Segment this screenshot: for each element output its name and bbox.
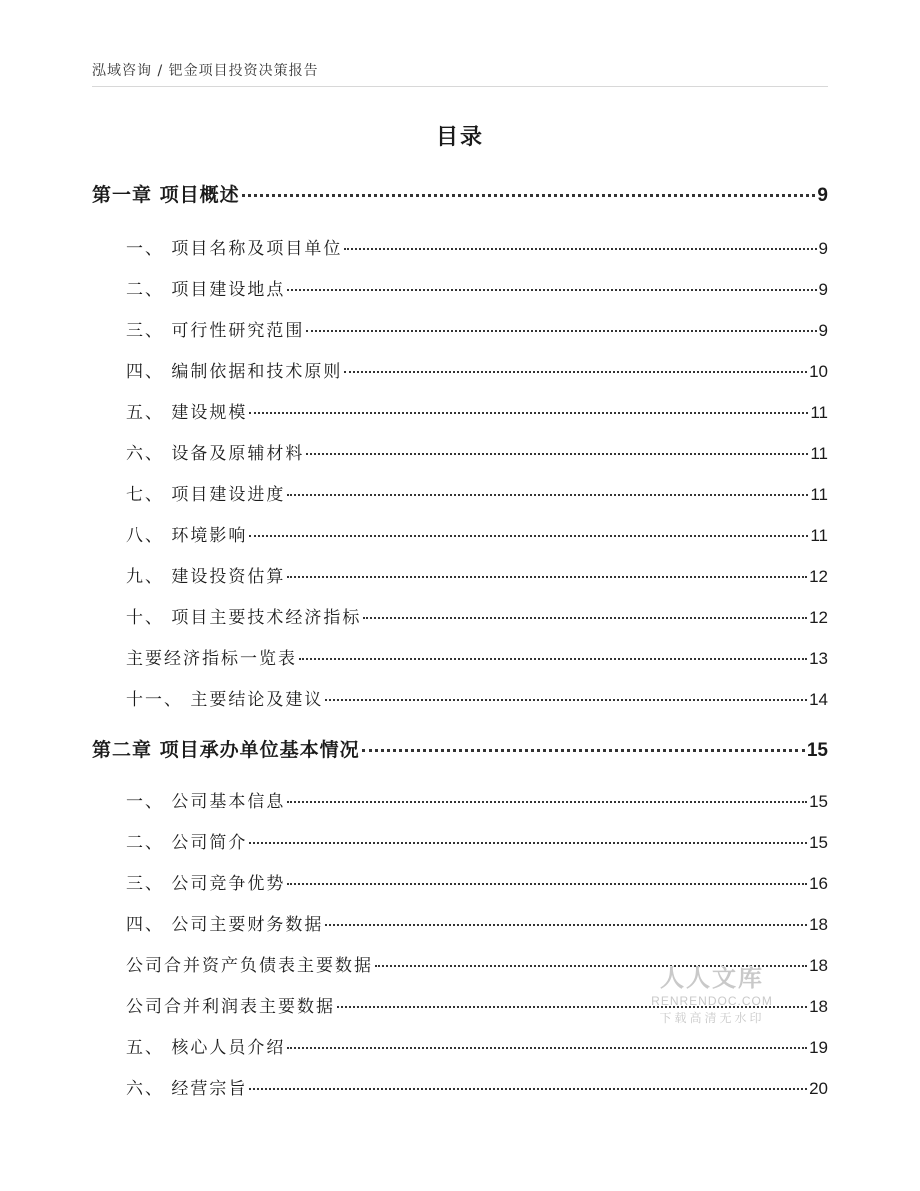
watermark-main-text: 人人文库 bbox=[660, 964, 764, 992]
toc-page-number: 9 bbox=[818, 280, 828, 299]
toc-entry-label: 九、 建设投资估算 bbox=[126, 567, 286, 587]
toc-page-number: 9 bbox=[817, 185, 828, 206]
toc-page-number: 12 bbox=[809, 567, 828, 586]
toc-page-number: 16 bbox=[809, 874, 828, 893]
toc-section-entry[interactable] bbox=[126, 787, 828, 813]
toc-dot-leader bbox=[325, 699, 807, 701]
toc-section-entry[interactable] bbox=[126, 1074, 828, 1100]
toc-entry-label: 五、 建设规模 bbox=[126, 403, 248, 423]
toc-dot-leader bbox=[287, 1047, 807, 1049]
watermark-tagline: 下载高清无水印 bbox=[659, 1011, 765, 1025]
toc-section-entry[interactable] bbox=[126, 439, 828, 465]
toc-dot-leader bbox=[242, 194, 816, 197]
toc-section-entry[interactable] bbox=[126, 828, 828, 854]
toc-entry-label: 十、 项目主要技术经济指标 bbox=[126, 608, 362, 628]
toc-dot-leader bbox=[249, 535, 808, 537]
toc-dot-leader bbox=[325, 924, 807, 926]
toc-section-entry[interactable] bbox=[126, 234, 828, 260]
toc-section-entry[interactable] bbox=[126, 398, 828, 424]
toc-dot-leader bbox=[287, 576, 807, 578]
toc-dot-leader bbox=[306, 330, 816, 332]
toc-dot-leader bbox=[299, 658, 807, 660]
page-title: 目录 bbox=[435, 125, 484, 150]
toc-entry-label: 一、 项目名称及项目单位 bbox=[126, 239, 343, 259]
toc-section-entry[interactable] bbox=[126, 644, 828, 670]
toc-page-number: 20 bbox=[809, 1079, 828, 1098]
toc-entry-label: 六、 经营宗旨 bbox=[126, 1079, 248, 1099]
toc-dot-leader bbox=[249, 412, 808, 414]
toc-dot-leader bbox=[363, 617, 807, 619]
toc-entry-label: 五、 核心人员介绍 bbox=[126, 1038, 286, 1058]
toc-dot-leader bbox=[287, 494, 808, 496]
toc-page-number: 11 bbox=[810, 526, 828, 545]
toc-dot-leader bbox=[287, 883, 807, 885]
toc-section-entry[interactable] bbox=[126, 685, 828, 711]
toc-entry-label: 第二章 项目承办单位基本情况 bbox=[92, 739, 360, 761]
toc-section-entry[interactable] bbox=[126, 480, 828, 506]
toc-entry-label: 八、 环境影响 bbox=[126, 526, 248, 546]
toc-page-number: 19 bbox=[809, 1038, 828, 1057]
toc-page-number: 18 bbox=[809, 915, 828, 934]
toc-page-number: 9 bbox=[818, 321, 828, 340]
toc-dot-leader bbox=[249, 1088, 807, 1090]
toc-page-number: 15 bbox=[806, 740, 828, 761]
toc-page-number: 9 bbox=[818, 239, 828, 258]
toc-dot-leader bbox=[306, 453, 808, 455]
toc-page-number: 15 bbox=[809, 833, 828, 852]
toc-section-entry[interactable] bbox=[126, 521, 828, 547]
toc-chapter-entry[interactable] bbox=[92, 735, 828, 763]
toc-section-entry[interactable] bbox=[126, 562, 828, 588]
toc-section-entry[interactable] bbox=[126, 357, 828, 383]
toc-section-entry[interactable] bbox=[126, 1033, 828, 1059]
toc-section-entry[interactable] bbox=[126, 316, 828, 342]
toc-entry-label: 十一、 主要结论及建议 bbox=[126, 690, 324, 710]
toc-entry-label: 四、 公司主要财务数据 bbox=[126, 915, 324, 935]
toc-page-number: 15 bbox=[809, 792, 828, 811]
toc-entry-label: 公司合并利润表主要数据 bbox=[126, 997, 335, 1017]
toc-dot-leader bbox=[362, 749, 805, 752]
toc-page-number: 14 bbox=[809, 690, 828, 709]
toc-section-entry[interactable] bbox=[126, 603, 828, 629]
toc-page-number: 13 bbox=[809, 649, 828, 668]
toc-dot-leader bbox=[344, 248, 816, 250]
toc-entry-label: 六、 设备及原辅材料 bbox=[126, 444, 305, 464]
toc-page-number: 18 bbox=[809, 997, 828, 1016]
toc-chapter-entry[interactable] bbox=[92, 180, 828, 208]
toc-page-number: 11 bbox=[810, 444, 828, 463]
toc-dot-leader bbox=[344, 371, 807, 373]
toc-entry-label: 三、 可行性研究范围 bbox=[126, 321, 305, 341]
toc-page-number: 11 bbox=[810, 485, 828, 504]
toc-page-number: 10 bbox=[809, 362, 828, 381]
toc-page-number: 18 bbox=[809, 956, 828, 975]
watermark-logo bbox=[648, 958, 776, 1026]
toc-page-number: 11 bbox=[810, 403, 828, 422]
toc-page-number: 12 bbox=[809, 608, 828, 627]
toc-entry-label: 二、 公司简介 bbox=[126, 833, 248, 853]
toc-entry-label: 一、 公司基本信息 bbox=[126, 792, 286, 812]
toc-section-entry[interactable] bbox=[126, 869, 828, 895]
toc-section-entry[interactable] bbox=[126, 275, 828, 301]
toc-entry-label: 主要经济指标一览表 bbox=[126, 649, 297, 669]
running-header: 泓域咨询 / 钯金项目投资决策报告 bbox=[92, 63, 319, 79]
toc-entry-label: 三、 公司竞争优势 bbox=[126, 874, 286, 894]
toc-section-entry[interactable] bbox=[126, 910, 828, 936]
toc-entry-label: 第一章 项目概述 bbox=[92, 184, 240, 206]
toc-dot-leader bbox=[287, 801, 807, 803]
toc-dot-leader bbox=[287, 289, 816, 291]
toc-entry-label: 四、 编制依据和技术原则 bbox=[126, 362, 343, 382]
toc-dot-leader bbox=[249, 842, 807, 844]
watermark-url: RENRENDOC.COM bbox=[651, 994, 773, 1008]
toc-entry-label: 公司合并资产负债表主要数据 bbox=[126, 956, 373, 976]
toc-entry-label: 二、 项目建设地点 bbox=[126, 280, 286, 300]
toc-entry-label: 七、 项目建设进度 bbox=[126, 485, 286, 505]
